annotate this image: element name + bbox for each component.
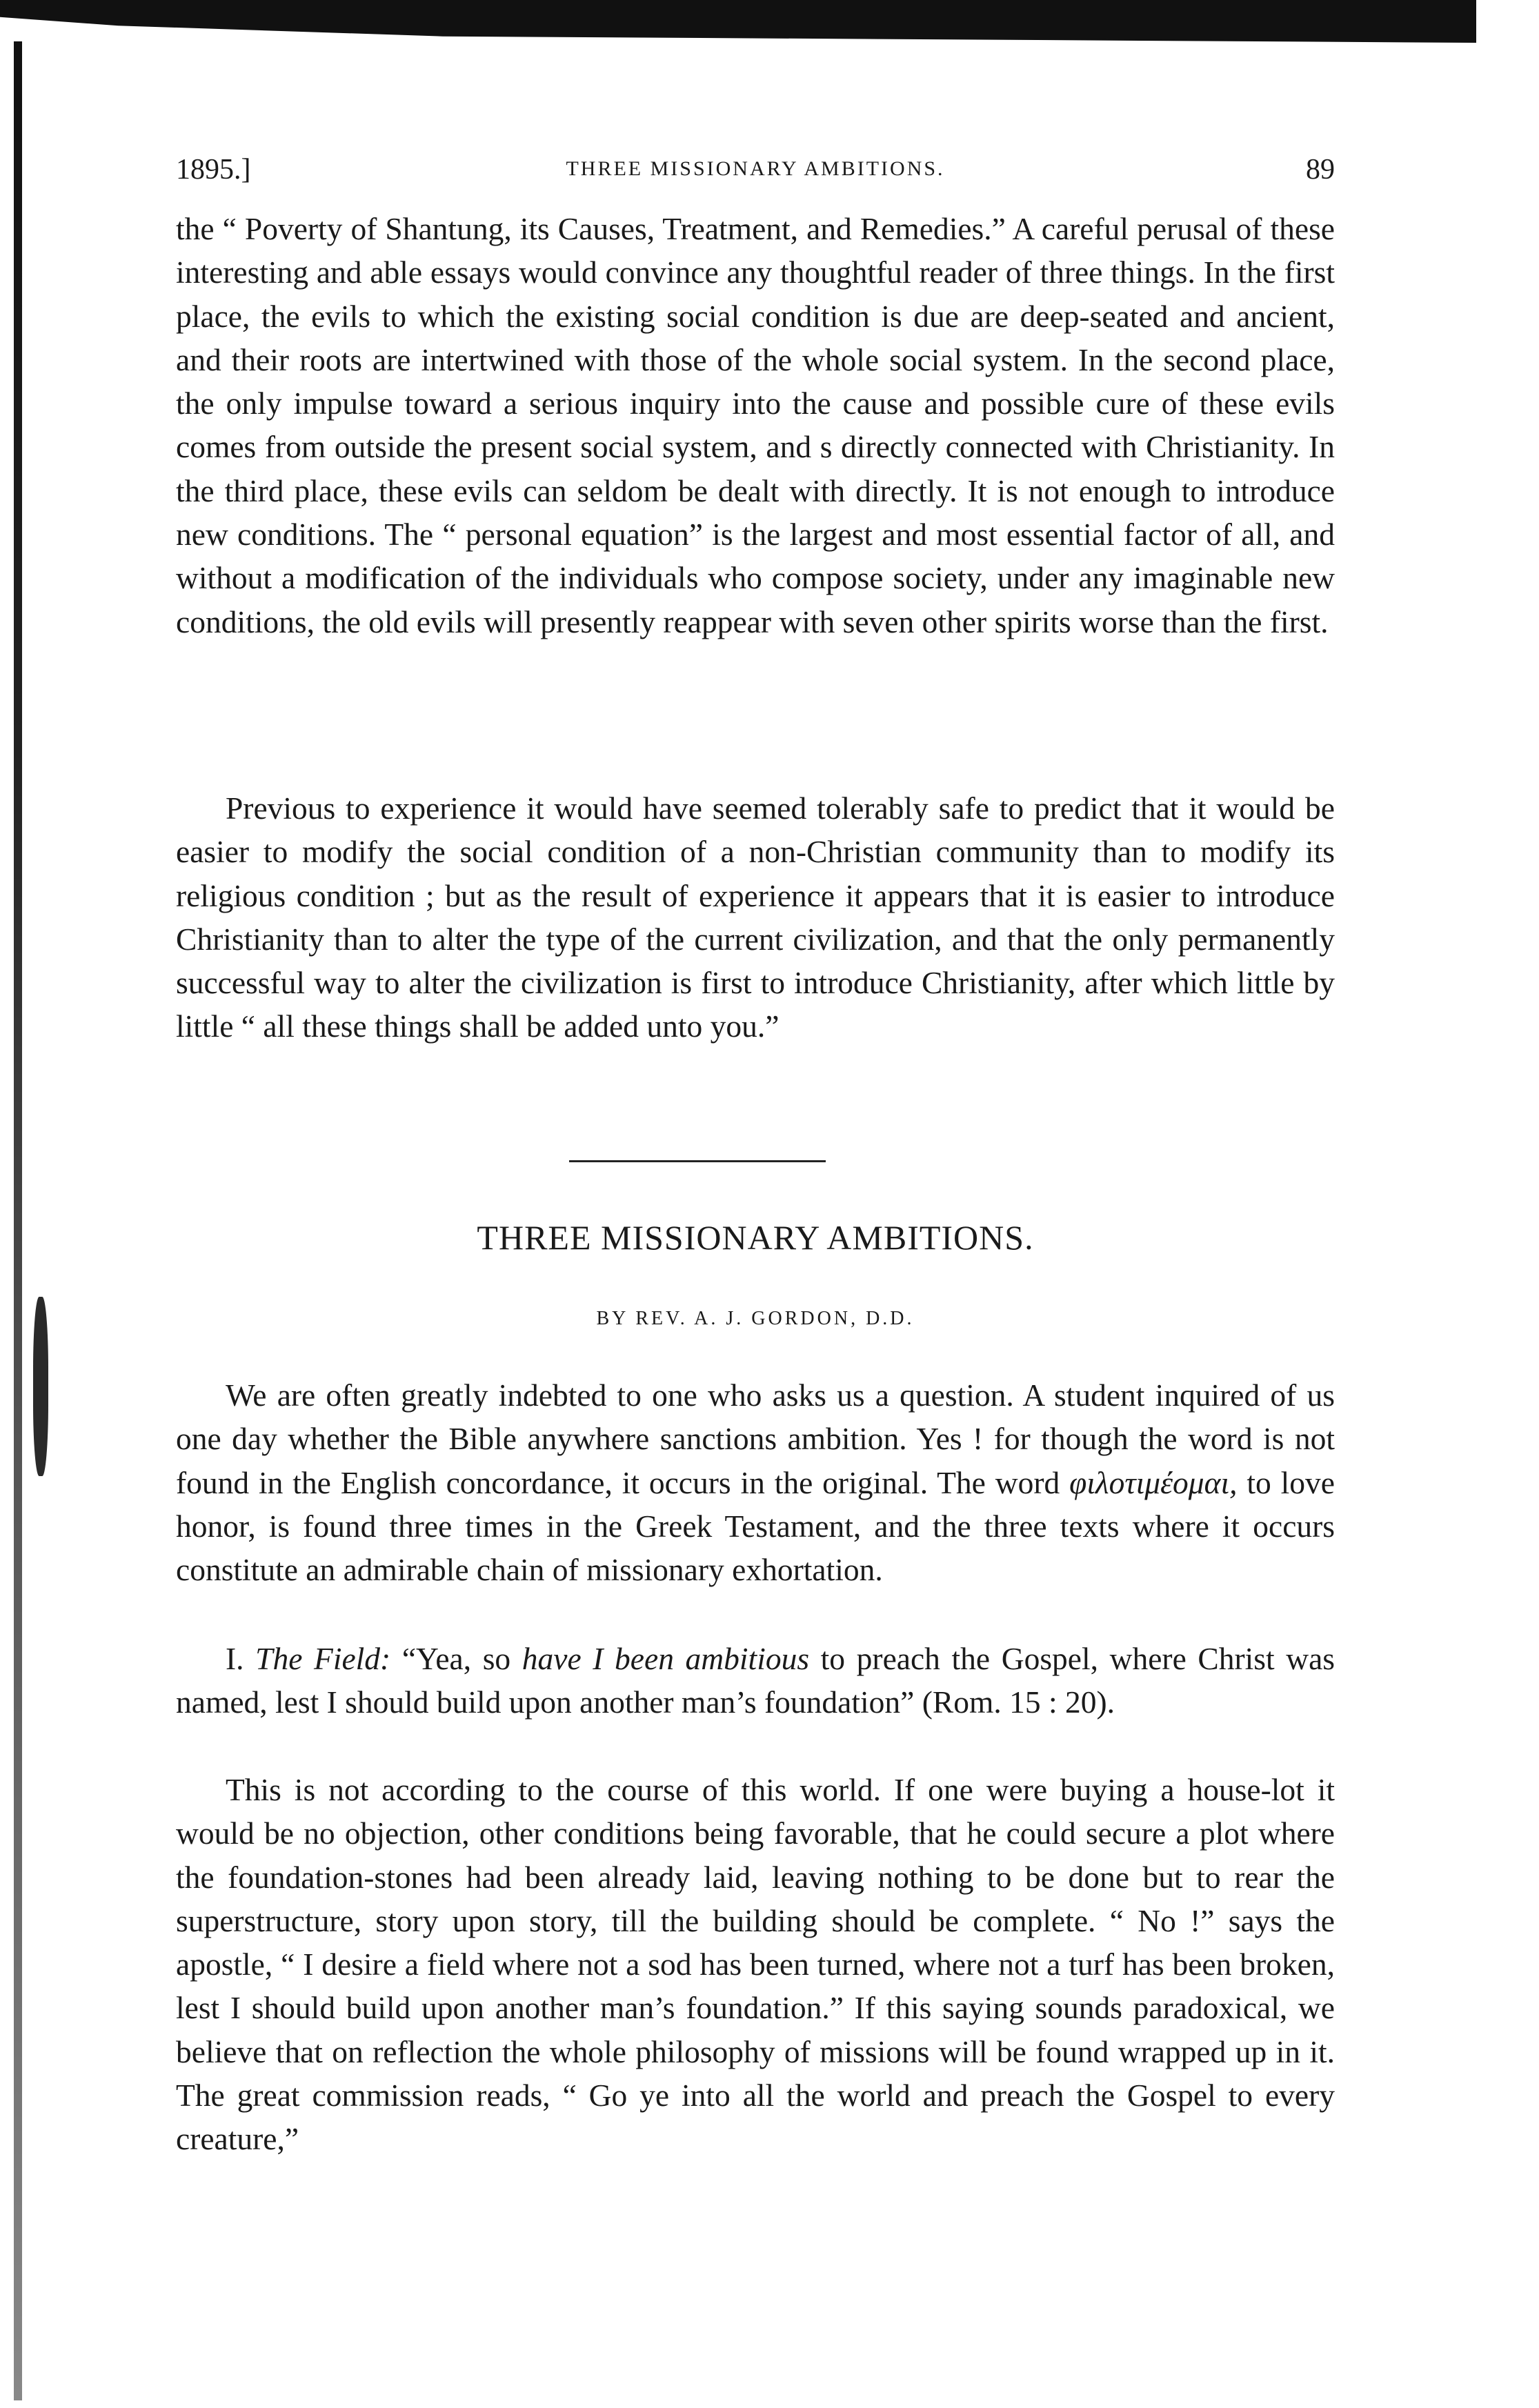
paragraph-text xyxy=(176,1373,1335,1591)
scan-top-edge xyxy=(0,0,1476,43)
paragraph-text-part: We are often greatly indebted to one who asks us a question. A student inquired of us one day whether the Bible anywhere sanctions ambition. Yes ! for though the word is not found in the English concordance, it occurs in the original. The word xyxy=(176,1377,1335,1500)
section-divider xyxy=(569,1160,826,1162)
paragraph-text: the “ Poverty of Shantung, its Causes, Treatment, and Remedies.” A careful perusal of these interesting and able essays would convince any thoughtful reader of three things. In the first place, the evils to which the existing social condition is due are deep-seated and ancient, and their roots are intertwined with those of the whole social system. In the second place, the only impulse toward a serious inquiry into the cause and possible cure of these evils comes from outside the present social system, and s directly connected with Christianity. In the third place, these evils can seldom be dealt with directly. It is not enough to introduce new conditions. The “ personal equation” is the largest and most essential factor of all, and without a modification of the individuals who compose society, under any imaginable new conditions, the old evils will presently reappear with seven other spirits worse than the first. xyxy=(176,211,1335,639)
article-title: THREE MISSIONARY AMBITIONS. xyxy=(477,1218,1034,1257)
paragraph-text-part: to preach the Gospel, where Christ was named, lest I should build upon another man’s foundation” (Rom. 15 : 20). xyxy=(176,1641,1335,1720)
running-head xyxy=(176,153,1335,195)
running-head-year: 1895.] xyxy=(176,154,251,186)
greek-word: φιλοτιμέομαι, xyxy=(1069,1464,1238,1500)
paragraph-text-part: to love honor, is found three times in the Greek Testament, and the three texts where it occurs constitute an admirable chain of missionary exhortation. xyxy=(176,1464,1335,1588)
section-number: I. xyxy=(226,1641,256,1676)
article-paragraph-3 xyxy=(176,1768,1335,2161)
article-paragraph-2 xyxy=(176,1637,1335,1724)
paragraph-text: Previous to experience it would have seemed tolerably safe to predict that it would be easier to modify the social condition of a non-Christian community than to modify its religious condition ; but as the result of experience it appears that it is easier to introduce Christianity than to alter the type of the current civilization, and that the only permanently successful way to alter the civilization is first to introduce Christianity, after which little by little “ all these things shall be added unto you.” xyxy=(176,790,1335,1044)
scan-left-edge xyxy=(14,41,22,2400)
scan-left-blot xyxy=(33,1297,48,1476)
page-number: 89 xyxy=(1306,154,1335,186)
article-byline: BY REV. A. J. GORDON, D.D. xyxy=(596,1308,915,1329)
paragraph-text-part: “Yea, so xyxy=(390,1641,522,1676)
paragraph-text: This is not according to the course of this world. If one were buying a house-lot it would be no objection, other conditions being favorable, that he could secure a plot where the foundation-stones had been already laid, leaving nothing to be done but to rear the superstructure, story upon story, till the building should be complete. “ No !” says the apostle, “ I desire a field where not a sod has been turned, where not a turf has been broken, lest I should build upon another man’s foundation.” If this saying sounds paradoxical, we believe that on reflection the whole philosophy of missions will be found wrapped up in it. The great commission reads, “ Go ye into all the world and preach the Gospel to every creature,” xyxy=(176,1772,1335,2157)
article-paragraph-1 xyxy=(176,1373,1335,1591)
continued-paragraph-2 xyxy=(176,786,1335,1048)
emphasis-text: have I been ambitious xyxy=(522,1641,810,1676)
paragraph-text xyxy=(176,1637,1335,1724)
section-heading: The Field: xyxy=(255,1641,391,1676)
running-head-title: THREE MISSIONARY AMBITIONS. xyxy=(566,157,945,180)
continued-paragraph-1 xyxy=(176,207,1335,644)
